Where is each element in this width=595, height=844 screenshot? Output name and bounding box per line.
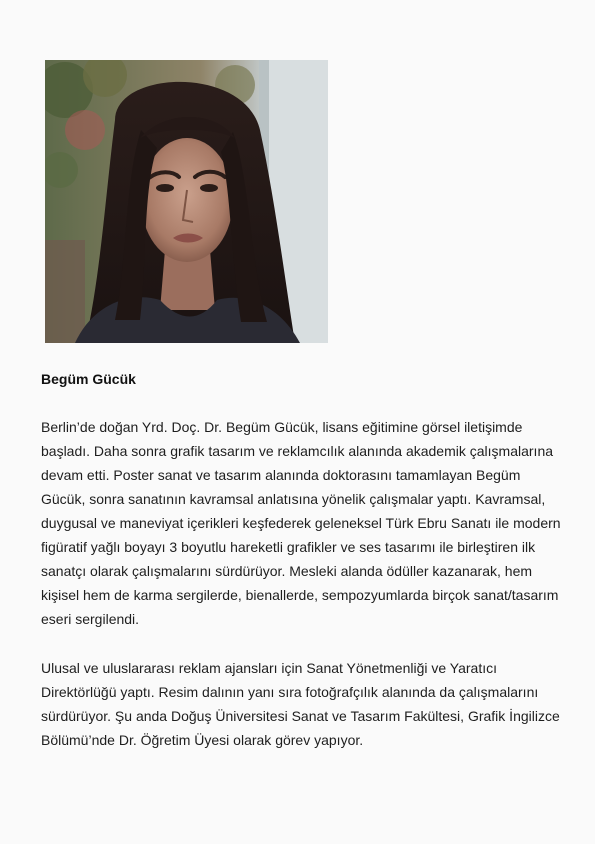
portrait-photo-icon: [45, 60, 328, 343]
artist-portrait: [45, 60, 328, 343]
artist-name: Begüm Gücük: [41, 371, 136, 387]
biography-paragraph-1: Berlin’de doğan Yrd. Doç. Dr. Begüm Gücük, lisans eğitimine görsel iletişimde başladı. Daha sonra grafik tasarım ve reklamcılık alanında akademik çalışmalarına devam etti. Poster sanat ve tasarım alanında doktorasını tamamlayan Begüm Gücük, sonra sanatının kavramsal anlatısına yönelik çalışmalar yaptı. Kavramsal, duygusal ve maneviyat içerikleri keşfederek geleneksel Türk Ebru Sanatı ile modern figüratif yağlı boyayı 3 boyutlu hareketli grafikler ve ses tasarımı ile birleştiren ilk sanatçı olarak çalışmalarını sürdürüyor. Mesleki alanda ödüller kazanarak, hem kişisel hem de karma sergilerde, bienallerde, sempozyumlarda birçok sanat/tasarım eseri sergilendi.: [41, 419, 561, 627]
biography-paragraph-2: Ulusal ve uluslararası reklam ajansları için Sanat Yönetmenliği ve Yaratıcı Direktörlüğü yaptı. Resim dalının yanı sıra fotoğrafçılık alanında da çalışmalarını sürdürüyor. Şu anda Doğuş Üniversitesi Sanat ve Tasarım Fakültesi, Grafik İngilizce Bölümü’nde Dr. Öğretim Üyesi olarak görev yapıyor.: [41, 660, 560, 748]
